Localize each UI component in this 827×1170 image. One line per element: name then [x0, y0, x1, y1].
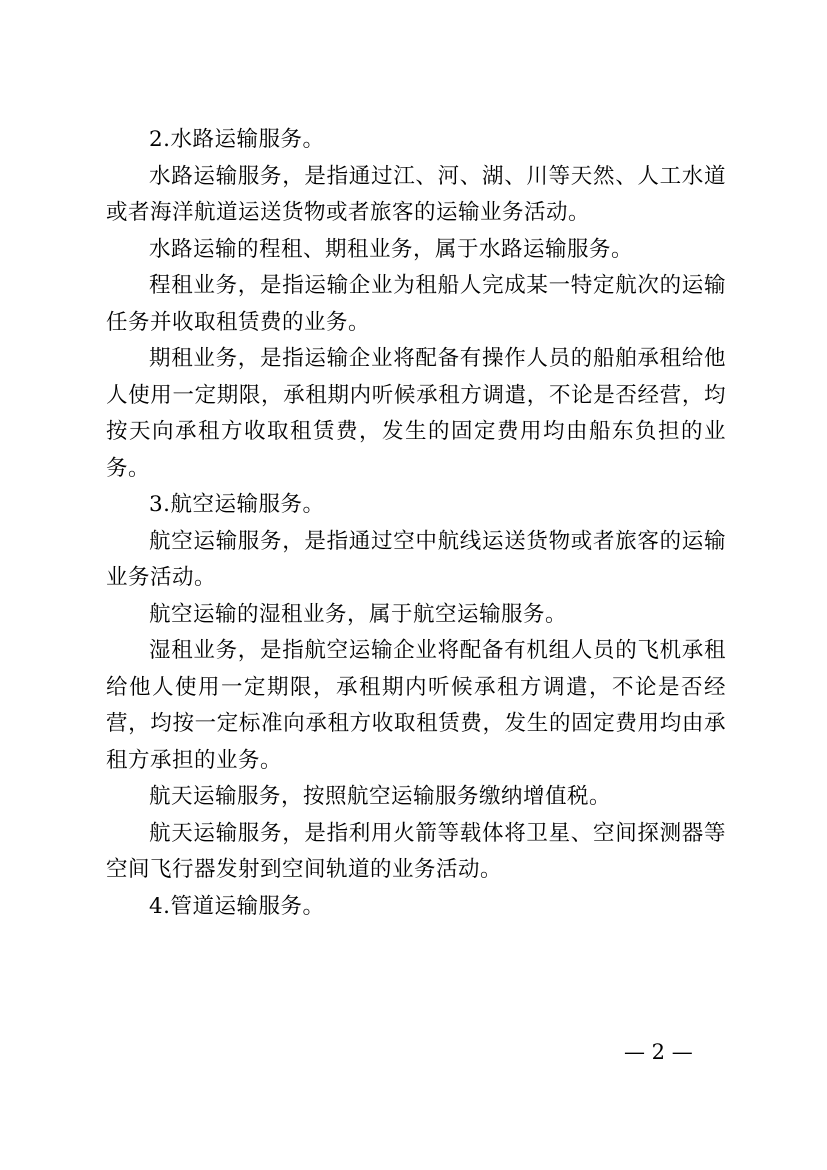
- paragraph-time-charter: 期租业务，是指运输企业将配备有操作人员的船舶承租给他人使用一定期限，承租期内听候承租方调遣，不论是否经营，均按天向承租方收取租赁费，发生的固定费用均由船东负担的业务。: [106, 346, 726, 481]
- section-heading-pipeline-transport: 4.管道运输服务。: [149, 893, 325, 919]
- paragraph-water-transport-definition: 水路运输服务，是指通过江、河、湖、川等天然、人工水道或者海洋航道运送货物或者旅客的运输业务活动。: [106, 163, 726, 225]
- paragraph-air-transport-definition: 航空运输服务，是指通过空中航线运送货物或者旅客的运输业务活动。: [106, 528, 726, 590]
- paragraph-wet-lease-definition: 湿租业务，是指航空运输企业将配备有机组人员的飞机承租给他人使用一定期限，承租期内听候承租方调遣，不论是否经营，均按一定标准向承租方收取租赁费，发生的固定费用均由承租方承担的业务。: [106, 638, 726, 773]
- paragraph-space-transport-definition: 航天运输服务，是指利用火箭等载体将卫星、空间探测器等空间飞行器发射到空间轨道的业务活动。: [106, 820, 726, 882]
- section-heading-air-transport: 3.航空运输服务。: [149, 492, 325, 517]
- paragraph-water-charter-scope: 水路运输的程租、期租业务，属于水路运输服务。: [149, 236, 634, 262]
- page-number: — 2 —: [624, 1040, 693, 1064]
- paragraph-wet-lease-scope: 航空运输的湿租业务，属于航空运输服务。: [149, 601, 568, 627]
- paragraph-voyage-charter: 程租业务，是指运输企业为租船人完成某一特定航次的运输任务并收取租赁费的业务。: [106, 273, 726, 335]
- paragraph-space-transport-tax: 航天运输服务，按照航空运输服务缴纳增值税。: [149, 784, 612, 809]
- section-heading-water-transport: 2.水路运输服务。: [149, 127, 325, 152]
- body-text: [106, 122, 726, 925]
